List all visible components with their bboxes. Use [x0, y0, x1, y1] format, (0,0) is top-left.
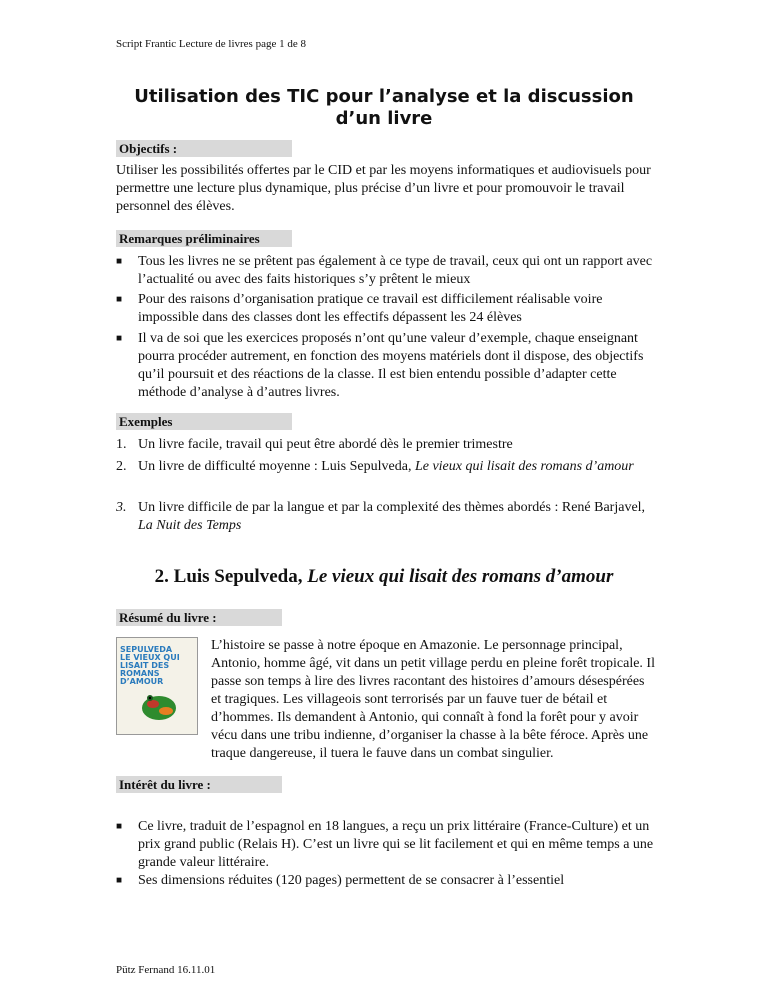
objectifs-label: Objectifs : [116, 140, 292, 157]
exemple-text: Un livre difficile de par la langue et par la complexité des thèmes abordés : René Barjavel, [138, 500, 646, 515]
bullet-icon: ■ [116, 294, 123, 305]
exemple-item-1 [116, 436, 656, 454]
book-title-link: Le vieux qui lisait des romans d’amour [414, 459, 634, 474]
objectifs-text: Utiliser les possibilités offertes par le CID et par les moyens informatiques et audiovisuels pour permettre une lecture plus dynamique, plus précise d’un livre et pour promouvoir le travail personnel des élèves. [116, 163, 651, 214]
bullet-icon: ■ [116, 821, 123, 832]
remarque-text: Tous les livres ne se prêtent pas également à ce type de travail, ceux qui ont un rapport avec l’actualité ou avec des faits historiques s’y prêtent le mieux [138, 254, 653, 287]
remarque-text: Pour des raisons d’organisation pratique ce travail est difficilement réalisable voire impossible dans des classes dont les effectifs dépassent les 24 élèves [138, 292, 603, 325]
cover-title: LE VIEUX QUI LISAIT DES ROMANS D’AMOUR [120, 653, 180, 686]
page-footer: Pütz Fernand 16.11.01 [116, 964, 216, 976]
bullet-icon: ■ [116, 875, 123, 886]
interet-label: Intérêt du livre : [116, 776, 282, 793]
book-cover-image [116, 637, 198, 735]
list-number: 1. [116, 437, 127, 452]
remarque-item-3 [116, 330, 656, 402]
interet-item-1 [116, 818, 656, 872]
title-line-2: d’un livre [335, 108, 433, 129]
section-heading: 2. Luis Sepulveda, Le vieux qui lisait des romans d’amour [154, 566, 614, 587]
list-number: 3. [116, 500, 127, 515]
resume-text: L’histoire se passe à notre époque en Amazonie. Le personnage principal, Antonio, homme âgé, vit dans un petit village perdu en pleine forêt tropicale. Il passe son temps à lire des livres racontant des histoires d’amours désespérées et tragiques. Les villageois sont terrorisés par un fauve tuer de bétail et d’hommes. Ils demandent à Antonio, qui connaît à fond la forêt pour y avoir vécu dans une tribu indienne, d’organiser la chasse à la bête féroce. Après une traque dangereuse, il tuera le fauve dans un combat singulier. [211, 638, 655, 761]
document-title [100, 86, 668, 130]
remarques-label: Remarques préliminaires [116, 230, 292, 247]
cover-author: SEPULVEDA [120, 645, 173, 654]
exemples-label: Exemples [116, 413, 292, 430]
remarque-item-1 [116, 253, 656, 289]
bullet-icon: ■ [116, 333, 123, 344]
exemple-text: Un livre de difficulté moyenne : Luis Sepulveda, [138, 459, 415, 474]
remarque-text: Il va de soi que les exercices proposés n’ont qu’une valeur d’exemple, chaque enseignant pourra procéder autrement, en fonction des moyens matériels dont il dispose, des objectifs qu’il poursuit et des réactions de la classe. Il est bien entendu possible d’adapter cette méthode d’analyse à d’autres livres. [138, 331, 644, 400]
exemple-item-2 [116, 458, 656, 476]
interet-item-2 [116, 872, 656, 890]
page-header: Script Frantic Lecture de livres page 1 de 8 [116, 38, 306, 50]
resume-label: Résumé du livre : [116, 609, 282, 626]
exemple-item-3 [116, 499, 656, 535]
title-line-1: Utilisation des TIC pour l’analyse et la discussion [134, 86, 634, 107]
interet-text: Ses dimensions réduites (120 pages) permettent de se consacrer à l’essentiel [138, 873, 565, 888]
remarque-item-2 [116, 291, 656, 327]
exemple-text: Un livre facile, travail qui peut être abordé dès le premier trimestre [138, 437, 513, 452]
list-number: 2. [116, 459, 127, 474]
frog-illustration [139, 686, 179, 724]
interet-text: Ce livre, traduit de l’espagnol en 18 langues, a reçu un prix littéraire (France-Culture) et un prix grand public (Relais H). C’est un livre qui se lit facilement et qui en même temps a une grande valeur littéraire. [138, 819, 654, 870]
bullet-icon: ■ [116, 256, 123, 267]
book-title: La Nuit des Temps [138, 518, 242, 533]
